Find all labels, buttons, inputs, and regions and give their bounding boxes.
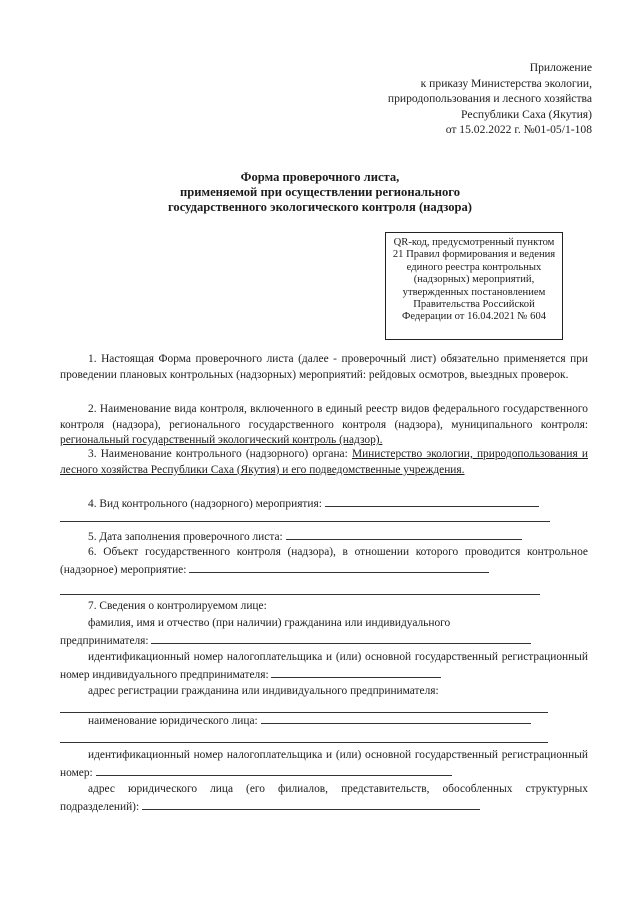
control-object-field[interactable]: [189, 561, 489, 573]
citizen-address-label: адрес регистрации гражданина или индивидуального предпринимателя:: [88, 685, 439, 697]
title-line-3: государственного экологического контроля (надзора): [168, 200, 472, 214]
citizen-name-row: [60, 616, 588, 649]
legal-address-field[interactable]: [142, 798, 480, 810]
ip-inn-label-cont: регистрационный номер индивидуального предпринимателя:: [60, 651, 588, 681]
qr-code-box: [385, 232, 563, 340]
appendix-header: [292, 60, 592, 138]
item-4-label: 4. Вид контрольного (надзорного) мероприятия:: [88, 498, 322, 510]
appendix-line-3: природопользования и лесного хозяйства: [387, 92, 592, 106]
control-type-value: региональный государственный экологический контроль (надзор).: [60, 434, 383, 447]
appendix-line-1: Приложение: [529, 61, 592, 74]
control-object-field-line-2[interactable]: [60, 594, 540, 595]
item-6: [60, 545, 588, 578]
qr-code-note: QR-код, предусмотренный пунктом 21 Правил формирования и ведения единого реестра контрольных (надзорных) мероприятий, утвержденных постановлением Правительства Российской Федерации от 16.04.2021 № 604: [392, 237, 556, 323]
citizen-name-label: фамилия, имя и отчество (при наличии) гражданина или индивидуального: [88, 617, 451, 629]
item-5-label: 5. Дата заполнения проверочного листа:: [88, 531, 283, 543]
ip-inn-row: [60, 650, 588, 683]
citizen-name-label-cont: предпринимателя:: [60, 634, 149, 647]
event-type-field-line-2[interactable]: [60, 521, 550, 522]
item-7-label: 7. Сведения о контролируемом лице:: [88, 600, 267, 612]
legal-name-field[interactable]: [261, 712, 531, 724]
citizen-address-row: [60, 684, 588, 700]
legal-inn-row: [60, 748, 588, 781]
citizen-name-field[interactable]: [151, 632, 531, 644]
legal-inn-label: идентификационный номер налогоплательщика и (или) основной государственный: [88, 749, 498, 761]
legal-name-field-line-2[interactable]: [60, 742, 548, 743]
legal-name-row: [60, 712, 588, 730]
appendix-line-4: Республики Саха (Якутия): [461, 107, 592, 121]
title-line-1: Форма проверочного листа,: [240, 170, 400, 184]
ip-inn-label: идентификационный номер налогоплательщика и (или) основной государственный: [88, 651, 498, 663]
control-body-value: Министерство экологии, природопользования и лесного хозяйства Республики Саха (Якутия) и его подведомственные учреждения.: [60, 448, 589, 476]
item-4: [60, 495, 588, 513]
item-1-text: 1. Настоящая Форма проверочного листа (далее - проверочный лист) обязательно применяется при проведении плановых контрольных (надзорных) мероприятий: рейдовых осмотров, выездных проверок.: [60, 353, 588, 381]
item-7: [60, 599, 588, 615]
item-2: [60, 402, 588, 449]
appendix-line-2: к приказу Министерства экологии,: [420, 76, 592, 90]
legal-name-label: наименование юридического лица:: [88, 715, 258, 727]
item-3-label: 3. Наименование контрольного (надзорного) органа:: [88, 448, 352, 460]
document-title: [60, 170, 580, 215]
legal-address-label: адрес юридического лица (его филиалов, представительств, обособленных структурных: [88, 783, 588, 795]
legal-inn-label-cont: регистрационный номер:: [60, 749, 588, 779]
legal-address-row: [60, 782, 588, 815]
ip-inn-field[interactable]: [271, 666, 441, 678]
item-3: [60, 447, 588, 478]
item-5: [60, 528, 588, 546]
fill-date-field[interactable]: [286, 528, 522, 540]
item-6-text: 6. Объект государственного контроля (надзора), в отношении которого проводится контрольное (надзорное) мероприятие:: [60, 546, 588, 576]
title-line-2: применяемой при осуществлении регионального: [179, 185, 460, 199]
item-2-text: 2. Наименование вида контроля, включенного в единый реестр видов федерального государственного контроля (надзора), регионального государственного контроля (надзора), муниципального контроля:: [60, 403, 588, 431]
event-type-field[interactable]: [325, 495, 539, 507]
legal-inn-field[interactable]: [96, 764, 452, 776]
item-1: [60, 352, 588, 383]
legal-address-label-cont: подразделений):: [60, 800, 140, 813]
appendix-line-5: от 15.02.2022 г. №01-05/1-108: [445, 123, 592, 137]
